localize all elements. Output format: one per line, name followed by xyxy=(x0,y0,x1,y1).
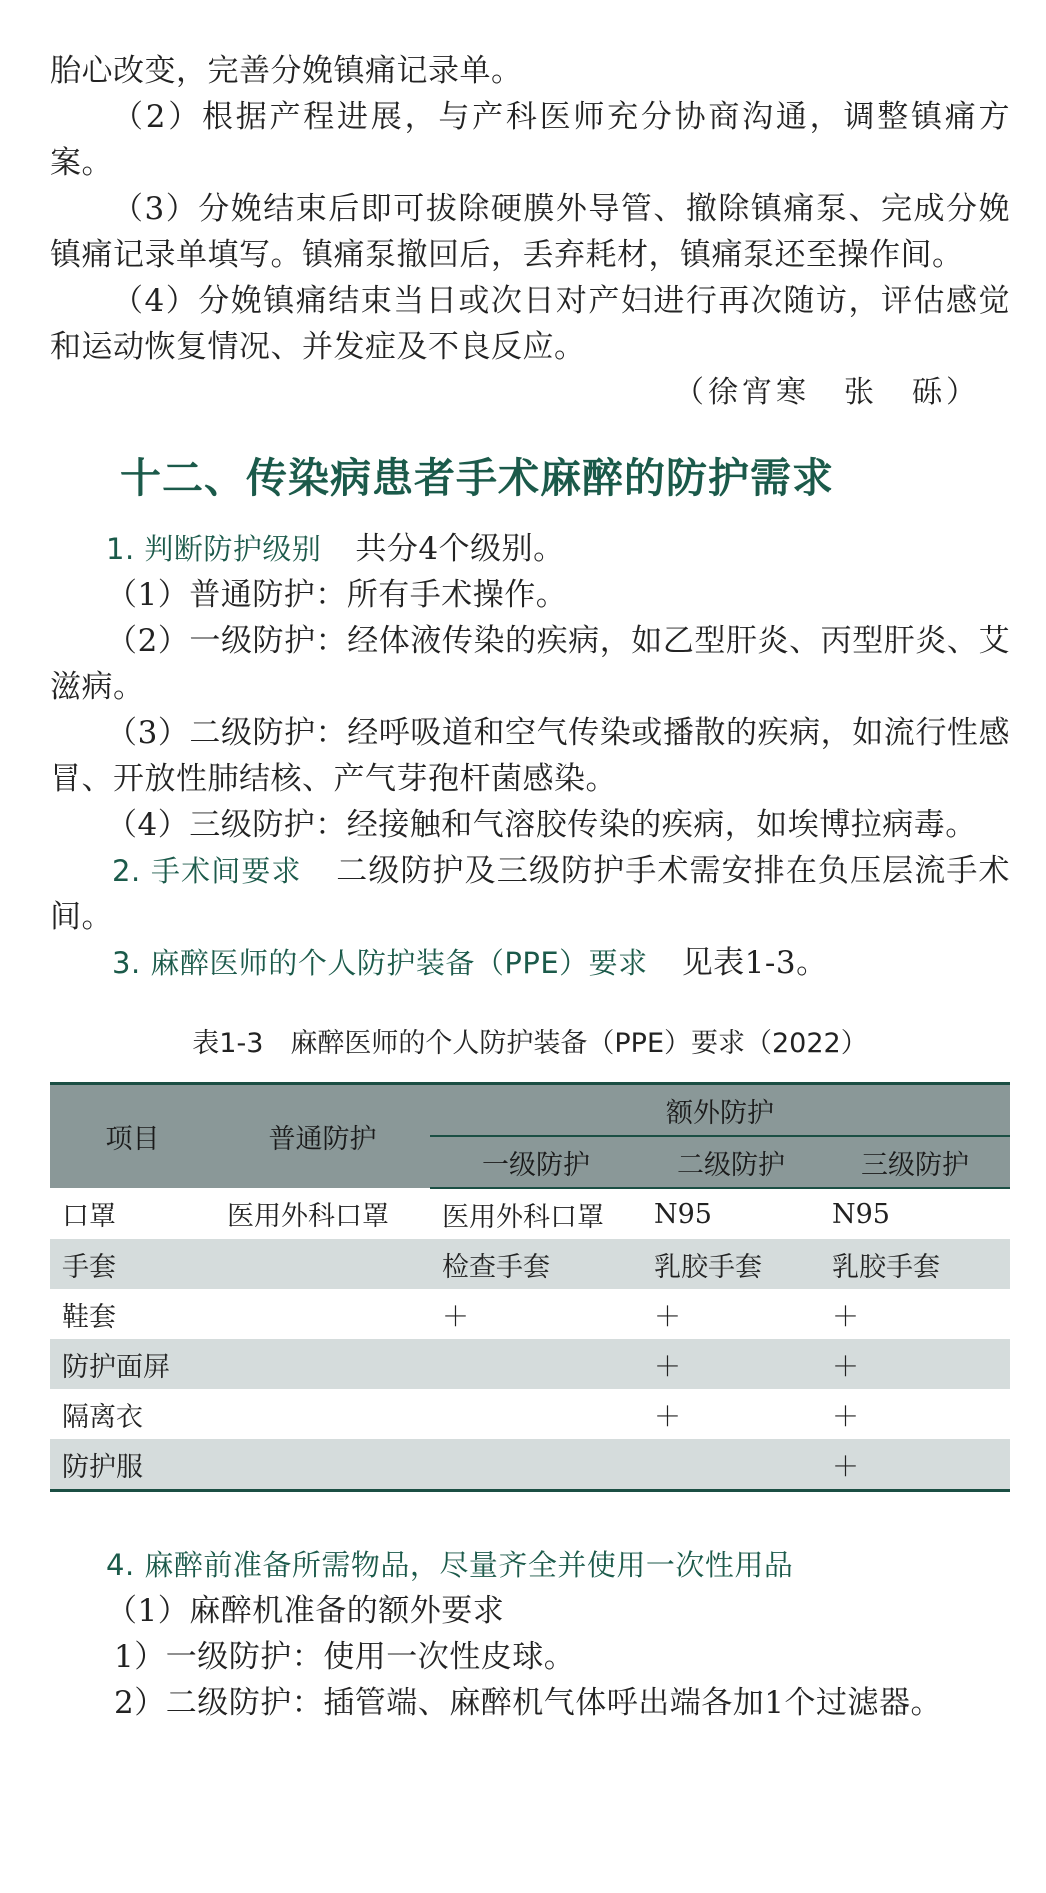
table-cell: ＋ xyxy=(832,1301,859,1333)
table-cell: ＋ xyxy=(832,1401,859,1433)
paragraph-continued: 胎心改变，完善分娩镇痛记录单。 xyxy=(50,53,523,89)
table-cell xyxy=(215,1289,430,1339)
table-cell xyxy=(215,1239,430,1289)
level-2: （3）二级防护：经呼吸道和空气传染或播散的疾病，如流行性感冒、开放性肺结核、产气芽孢杆菌感染。 xyxy=(50,715,1010,797)
table-cell: ＋ xyxy=(820,1339,1010,1389)
item-2-text: 二级防护及三级防护手术需安排在负压层流手术间。 xyxy=(50,853,1011,935)
table-cell: ＋ xyxy=(642,1339,820,1389)
section-title: 十二、传染病患者手术麻醉的防护需求 xyxy=(120,454,834,502)
table-cell xyxy=(430,1439,642,1491)
item-3-text: 见表1-3。 xyxy=(681,945,828,981)
table-cell: 口罩 xyxy=(62,1201,116,1232)
header-level-3: 三级防护 xyxy=(820,1136,1010,1188)
table-cell: ＋ xyxy=(654,1301,681,1333)
sub-item-1-2: 2）二级防护：插管端、麻醉机气体呼出端各加1个过滤器。 xyxy=(114,1685,942,1721)
table-caption: 表1-3 麻醉医师的个人防护装备（PPE）要求（2022） xyxy=(192,1028,868,1059)
table-row xyxy=(50,1289,1010,1339)
level-3: （4）三级防护：经接触和气溶胶传染的疾病，如埃博拉病毒。 xyxy=(106,807,977,843)
table-row xyxy=(50,1188,1010,1239)
table-cell xyxy=(430,1389,642,1439)
table-cell: 鞋套 xyxy=(62,1301,116,1333)
ppe-table xyxy=(50,1082,1010,1492)
table-cell xyxy=(215,1339,430,1389)
table-cell xyxy=(642,1439,820,1491)
table-cell: 隔离衣 xyxy=(62,1401,143,1433)
table-cell: 防护服 xyxy=(50,1439,215,1491)
table-row xyxy=(50,1339,1010,1389)
table-cell: 乳胶手套 xyxy=(642,1239,820,1289)
paragraph-step-4: （4）分娩镇痛结束当日或次日对产妇进行再次随访，评估感觉和运动恢复情况、并发症及不良反应。 xyxy=(50,283,1010,365)
table-row xyxy=(50,1439,1010,1491)
sub-item-1-1: 1）一级防护：使用一次性皮球。 xyxy=(114,1639,576,1675)
item-1-text: 共分4个级别。 xyxy=(355,531,565,567)
table-cell xyxy=(215,1439,430,1491)
table-cell: N95 xyxy=(654,1198,712,1230)
item-1-paragraph xyxy=(50,526,1010,572)
table-cell: 手套 xyxy=(50,1239,215,1289)
sub-item-1: （1）麻醉机准备的额外要求 xyxy=(106,1593,505,1629)
author-credit: （徐宵寒 张 砾） xyxy=(674,375,980,410)
header-item: 项目 xyxy=(50,1084,215,1189)
header-extra: 额外防护 xyxy=(430,1084,1010,1137)
header-level-2: 二级防护 xyxy=(642,1136,820,1188)
table-row xyxy=(50,1389,1010,1439)
table-cell: 防护面屏 xyxy=(50,1339,215,1389)
document-page xyxy=(50,48,1010,1726)
item-4-heading: 4. 麻醉前准备所需物品，尽量齐全并使用一次性用品 xyxy=(106,1548,794,1582)
table-cell: 医用外科口罩 xyxy=(442,1201,604,1233)
table-cell: 乳胶手套 xyxy=(820,1239,1010,1289)
item-3-paragraph xyxy=(50,940,1010,986)
table-cell: ＋ xyxy=(442,1301,469,1333)
table-cell: N95 xyxy=(832,1198,890,1230)
table-cell: ＋ xyxy=(820,1439,1010,1491)
table-cell: 医用外科口罩 xyxy=(227,1201,389,1232)
header-level-1: 一级防护 xyxy=(430,1136,642,1188)
item-2-paragraph xyxy=(50,848,1010,940)
table-row xyxy=(50,1239,1010,1289)
item-3-heading: 3. 麻醉医师的个人防护装备（PPE）要求 xyxy=(112,946,648,980)
table-cell: 检查手套 xyxy=(430,1239,642,1289)
item-2-heading: 2. 手术间要求 xyxy=(112,854,302,888)
table-cell xyxy=(215,1389,430,1439)
level-1: （2）一级防护：经体液传染的疾病，如乙型肝炎、丙型肝炎、艾滋病。 xyxy=(50,623,1010,705)
header-normal: 普通防护 xyxy=(215,1084,430,1189)
item-1-heading: 1. 判断防护级别 xyxy=(106,532,322,566)
table-cell: ＋ xyxy=(654,1401,681,1433)
item-4-paragraph xyxy=(50,1542,1010,1588)
level-normal: （1）普通防护：所有手术操作。 xyxy=(106,577,568,613)
paragraph-step-3: （3）分娩结束后即可拔除硬膜外导管、撤除镇痛泵、完成分娩镇痛记录单填写。镇痛泵撤回后，丢弃耗材，镇痛泵还至操作间。 xyxy=(50,191,1010,273)
paragraph-step-2: （2）根据产程进展，与产科医师充分协商沟通，调整镇痛方案。 xyxy=(50,99,1010,181)
table-cell xyxy=(430,1339,642,1389)
